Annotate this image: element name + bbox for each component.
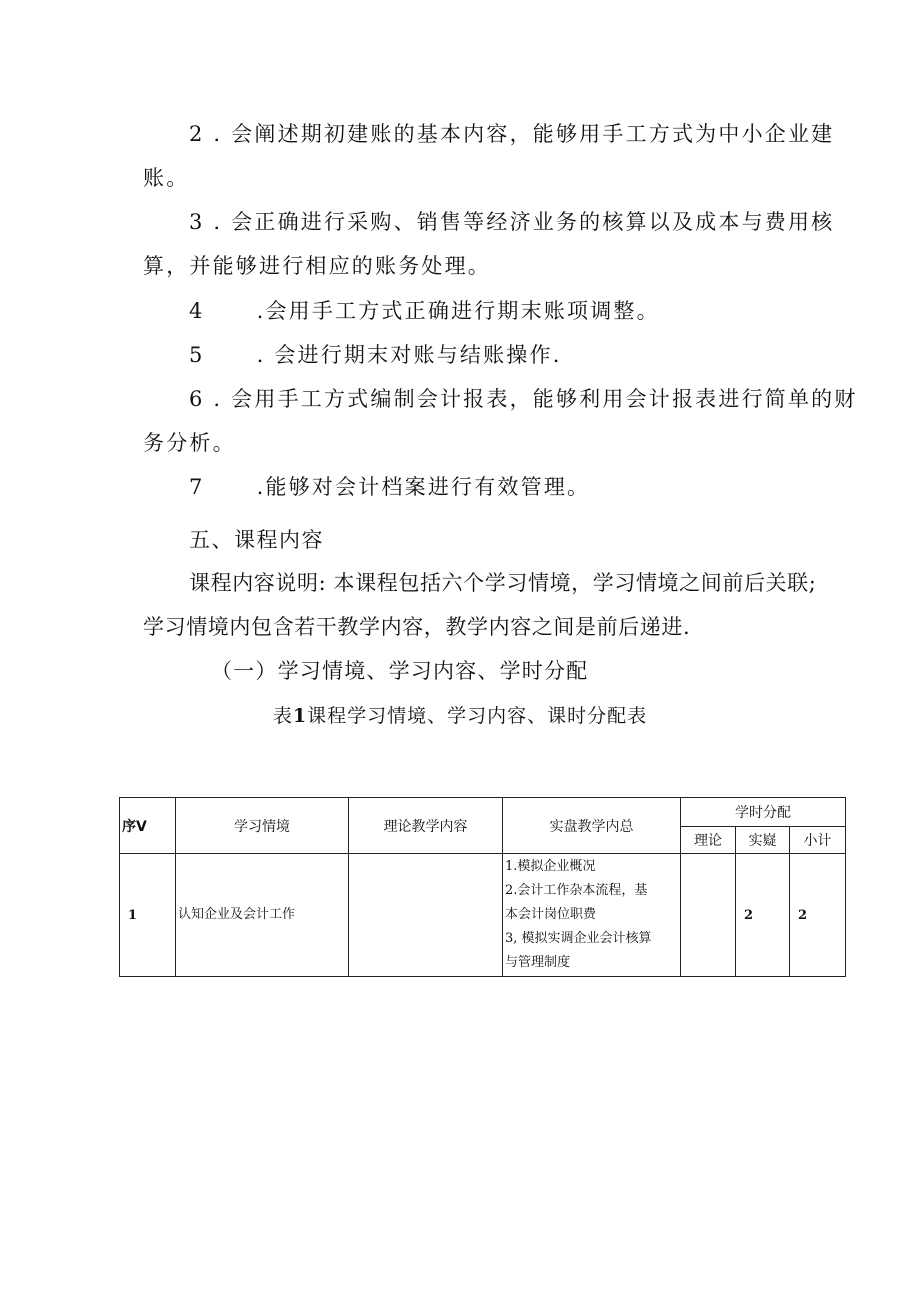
table-row	[120, 854, 846, 977]
row-subtotal: 2	[790, 854, 846, 977]
header-situation: 学习情境	[176, 798, 349, 854]
objective-5	[189, 341, 562, 369]
objective-4	[189, 297, 660, 325]
objective-7-number: 7	[189, 475, 205, 499]
objective-6-line-2: 务分析。	[143, 431, 236, 455]
practice-item-2-cont: 本会计岗位职费	[505, 907, 597, 922]
objective-7	[189, 473, 590, 501]
row-seq: 1	[120, 854, 176, 977]
section-heading: 五、课程内容	[189, 528, 324, 552]
table-caption	[0, 703, 920, 729]
objective-4-number: 4	[189, 299, 205, 323]
section-subheading: （一）学习情境、学习内容、学时分配	[211, 659, 589, 683]
table-caption-prefix: 表	[272, 705, 293, 727]
header-subtotal: 小计	[790, 827, 846, 854]
table-header-row	[120, 798, 846, 827]
objective-5-number: 5	[189, 343, 205, 367]
practice-item-1: 1.模拟企业概况	[505, 859, 596, 874]
table-caption-title: 课程学习情境、学习内容、课时分配表	[307, 705, 648, 727]
header-theory-content: 理论教学内容	[349, 798, 503, 854]
row-practice-content	[503, 854, 681, 977]
header-theory-hours: 理论	[681, 827, 736, 854]
table-caption-number: 1	[292, 705, 308, 727]
header-hours: 学时分配	[681, 798, 846, 827]
objective-3-line-1: 3 . 会正确进行采购、销售等经济业务的核算以及成本与费用核	[189, 210, 835, 234]
row-theory-content	[349, 854, 503, 977]
practice-item-3: 3, 模拟实调企业会计核算	[505, 931, 652, 946]
header-practice-hours: 实嶷	[736, 827, 790, 854]
objective-4-text: .会用手工方式正确进行期末账项调整。	[256, 299, 660, 323]
row-practice-hours: 2	[736, 854, 790, 977]
section-description-line-2: 学习情境内包含若干教学内容，教学内容之间是前后递进.	[143, 615, 691, 639]
practice-item-3-cont: 与管理制度	[505, 955, 571, 970]
practice-item-2: 2.会计工作杂本流程，基	[505, 883, 648, 898]
objective-5-text: . 会进行期末对账与结账操作.	[256, 343, 562, 367]
header-seq: 序V	[120, 798, 176, 854]
objective-2-line-1: 2 . 会阐述期初建账的基本内容，能够用手工方式为中小企业建	[189, 122, 835, 146]
objective-7-text: .能够对会计档案进行有效管理。	[256, 475, 591, 499]
objective-3-line-2: 算，并能够进行相应的账务处理。	[143, 254, 491, 278]
row-situation: 认知企业及会计工作	[176, 854, 349, 977]
row-theory-hours	[681, 854, 736, 977]
objective-2-line-2: 账。	[143, 166, 190, 190]
header-practice-content: 实盘教学内总	[503, 798, 681, 854]
section-description-line-1: 课程内容说明: 本课程包括六个学习情境，学习情境之间前后关联;	[189, 571, 817, 595]
course-allocation-table	[119, 797, 846, 977]
objective-6-line-1: 6 . 会用手工方式编制会计报表，能够利用会计报表进行简单的财	[189, 387, 858, 411]
